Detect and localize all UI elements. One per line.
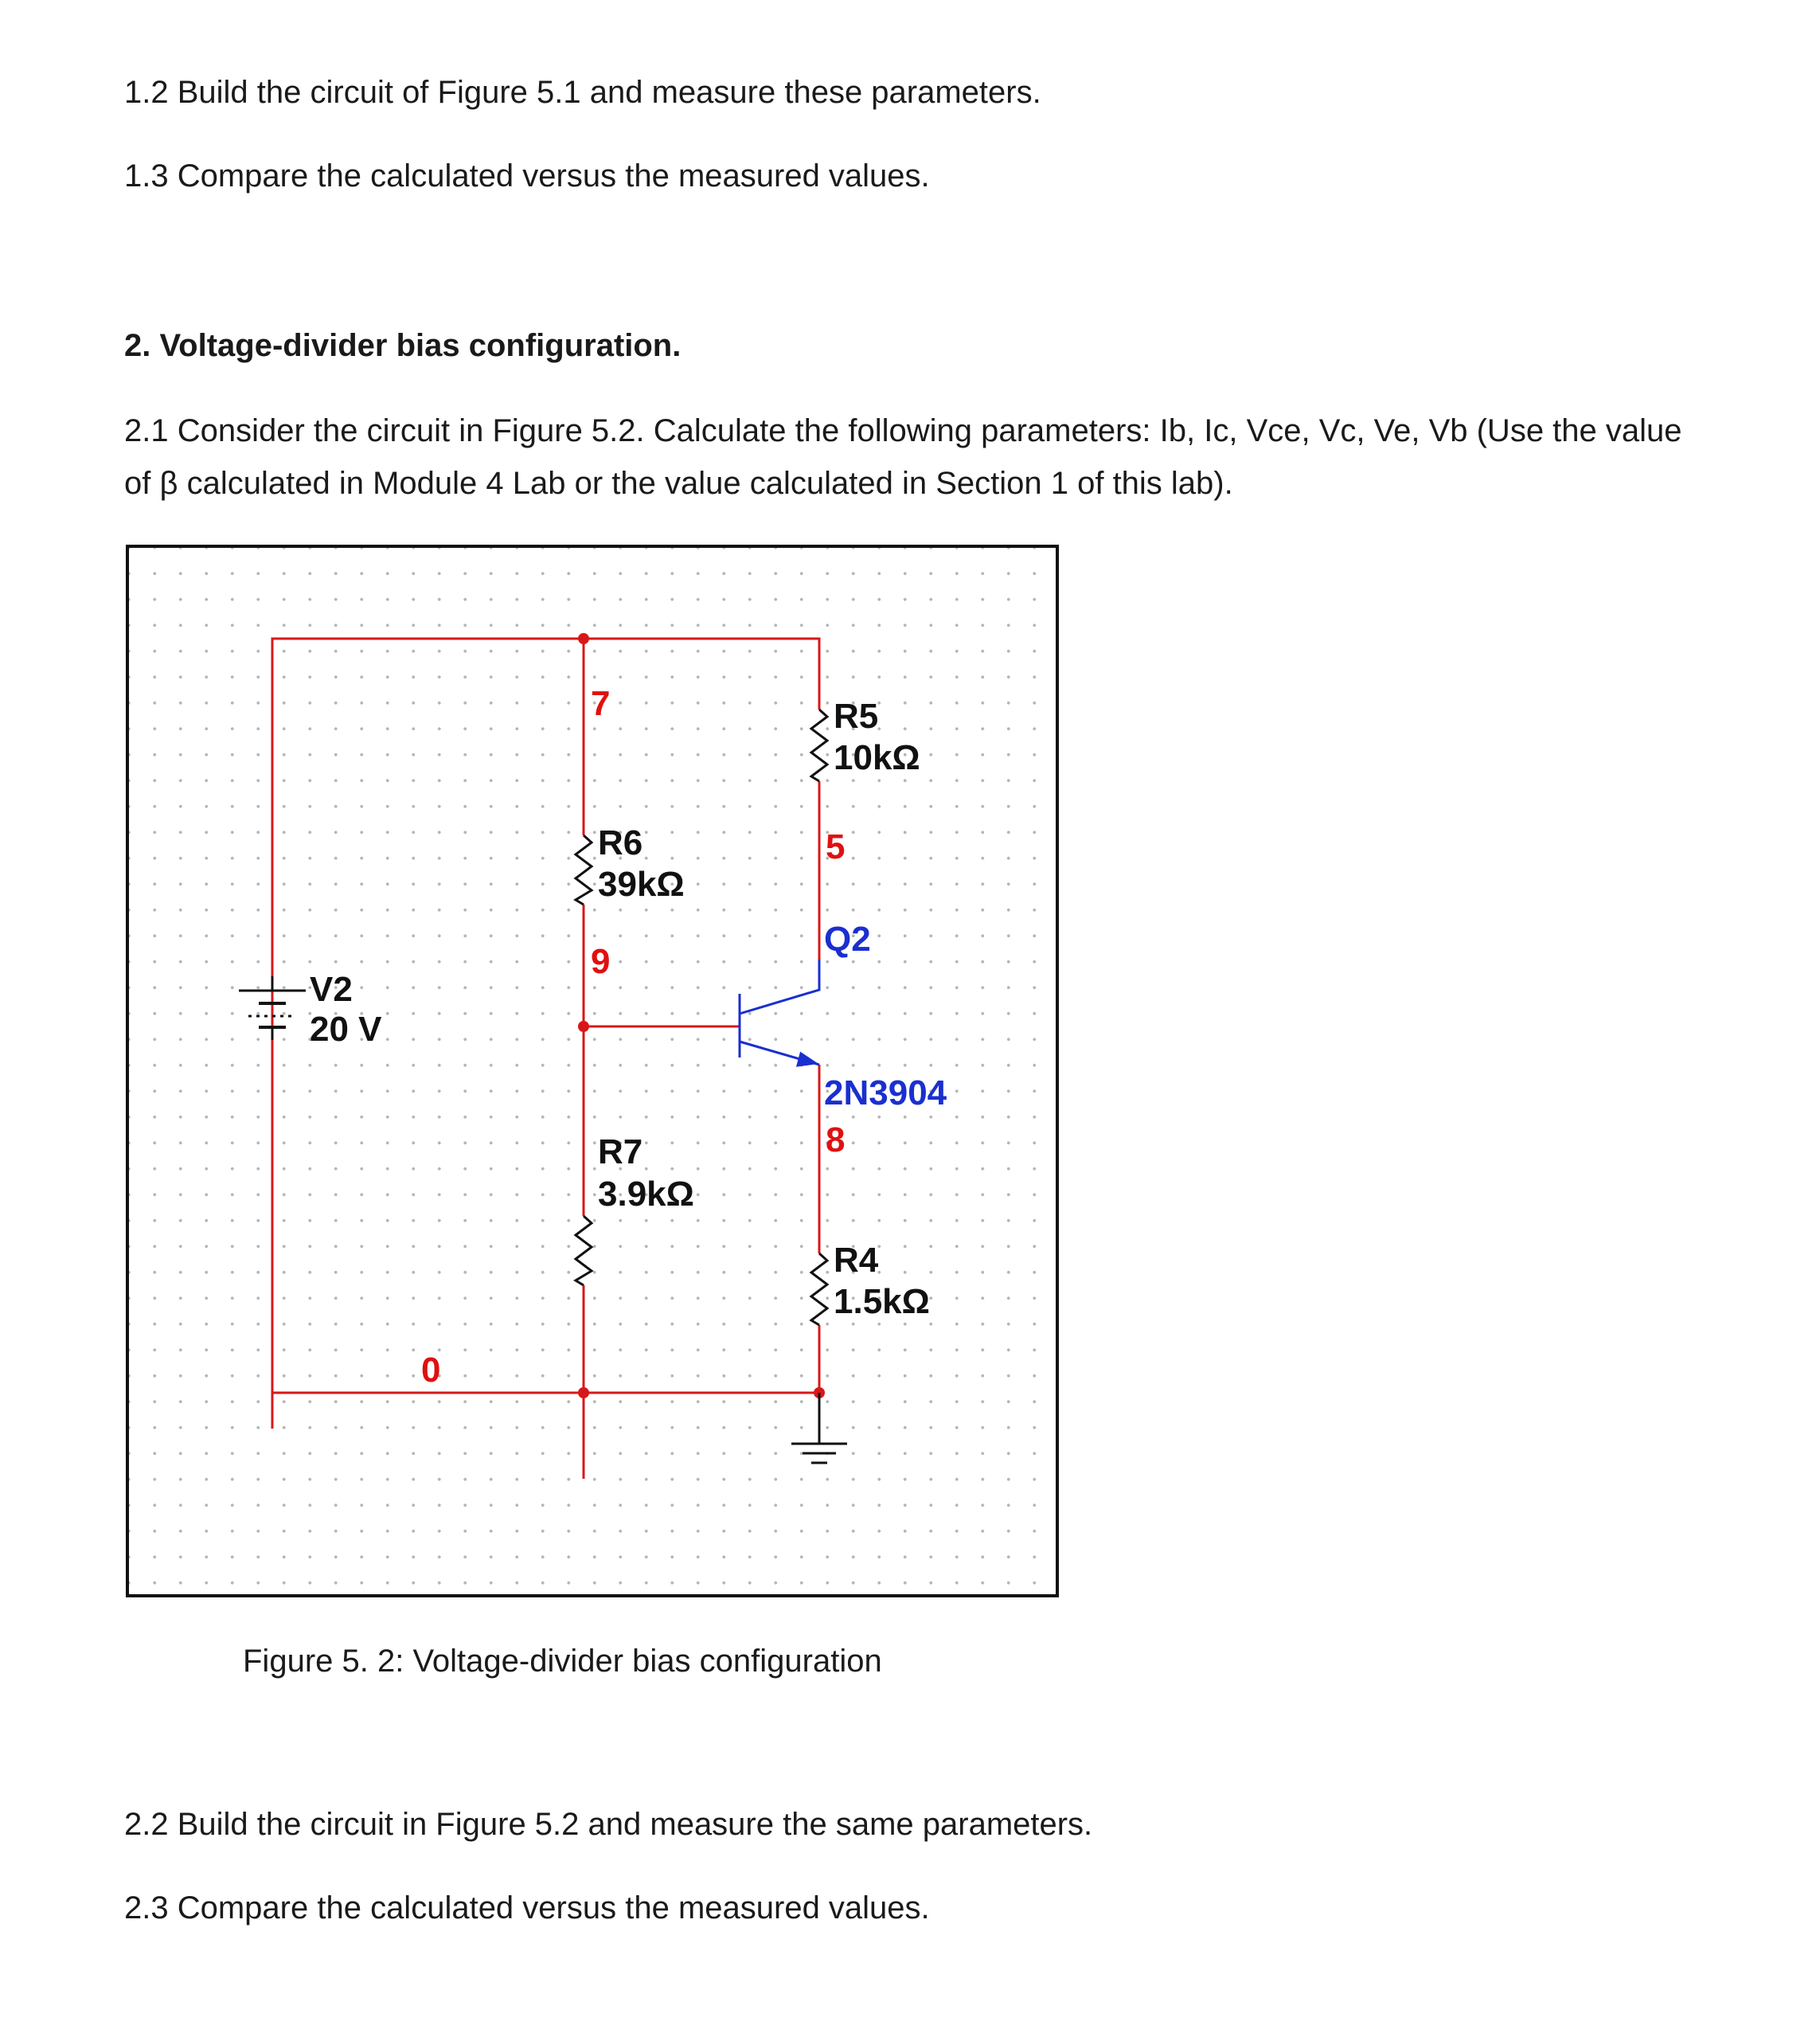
ground-symbol — [791, 1393, 847, 1463]
v2-label: V2 — [310, 970, 353, 1009]
r6-label: R6 — [598, 823, 643, 862]
step-2-2: 2.2 Build the circuit in Figure 5.2 and measure the same parameters. — [124, 1807, 1093, 1842]
junction-dots — [578, 633, 825, 1398]
resistor-r6-symbol — [576, 835, 592, 905]
v2-value: 20 V — [310, 1010, 382, 1049]
figure-caption: Figure 5. 2: Voltage-divider bias configuration — [243, 1644, 882, 1679]
node-label-5: 5 — [826, 827, 846, 866]
transistor-q2-symbol — [740, 960, 819, 1065]
step-2-3: 2.3 Compare the calculated versus the measured values. — [124, 1890, 930, 1925]
resistor-r4-symbol — [811, 1253, 827, 1325]
section-2-heading: 2. Voltage-divider bias configuration. — [124, 328, 682, 363]
step-2-1: 2.1 Consider the circuit in Figure 5.2. Calculate the following parameters: Ib, Ic, Vce, Vc, Ve, Vb (Use the value of β calculated in Module 4 Lab or the value calculated in Section 1 of this lab). — [124, 413, 1682, 501]
circuit-wires — [272, 639, 819, 1479]
circuit-schematic-figure-5-2 — [126, 545, 1059, 1597]
junction-dot — [578, 633, 589, 644]
node-label-8: 8 — [826, 1120, 846, 1159]
r7-value: 3.9kΩ — [598, 1175, 694, 1214]
r6-value: 39kΩ — [598, 865, 685, 904]
junction-dot — [578, 1021, 589, 1032]
r5-label: R5 — [834, 697, 879, 736]
node-label-0: 0 — [421, 1351, 441, 1390]
step-1-2: 1.2 Build the circuit of Figure 5.1 and measure these parameters. — [124, 75, 1041, 110]
r4-label: R4 — [834, 1241, 879, 1280]
junction-dot — [578, 1387, 589, 1398]
step-1-3: 1.3 Compare the calculated versus the measured values. — [124, 158, 930, 194]
q2-label: Q2 — [824, 920, 871, 959]
node-label-7: 7 — [591, 684, 611, 723]
node-label-9: 9 — [591, 942, 611, 981]
q2-model: 2N3904 — [824, 1073, 947, 1112]
r7-label: R7 — [598, 1132, 643, 1171]
r5-value: 10kΩ — [834, 738, 920, 777]
resistor-r5-symbol — [811, 710, 827, 781]
r4-value: 1.5kΩ — [834, 1282, 930, 1321]
resistor-r7-symbol — [576, 1216, 592, 1285]
